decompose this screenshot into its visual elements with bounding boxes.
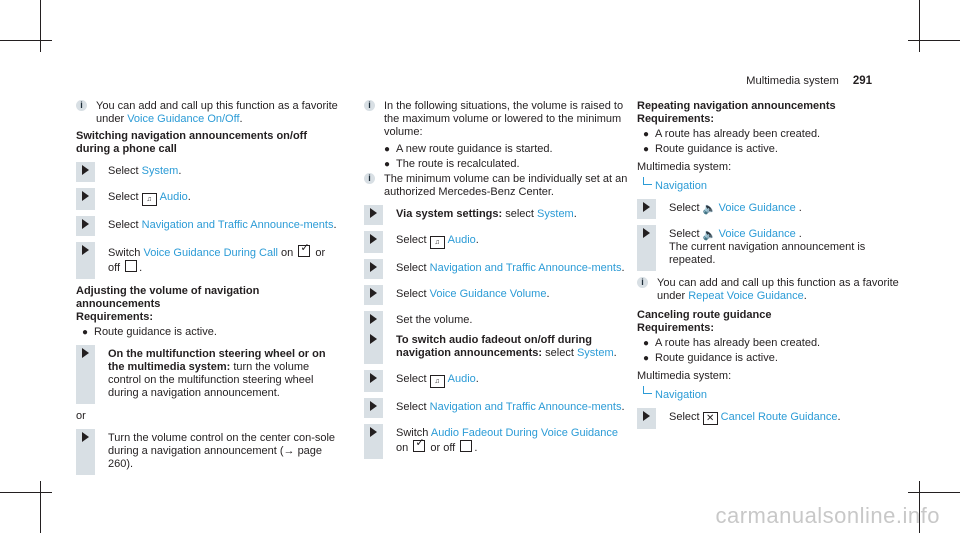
page-header xyxy=(746,75,872,87)
column-1 xyxy=(76,100,340,481)
menu-item-link[interactable]: Navigation and Traffic Announce-ments xyxy=(429,262,622,274)
instruction-step: Select 🔈 Voice Guidance . xyxy=(637,199,899,219)
step-arrow-icon xyxy=(370,208,377,218)
menu-path xyxy=(637,180,899,193)
menu-path xyxy=(637,389,899,402)
crop-mark xyxy=(40,481,41,533)
info-icon: i xyxy=(637,277,648,288)
bullet-icon: ● xyxy=(643,338,650,349)
list-item: ● A route has already been created. xyxy=(643,128,821,140)
instruction-step: Select Voice Guidance Volume. xyxy=(364,285,628,305)
multimedia-system-label: Multimedia system: xyxy=(637,370,732,382)
step-arrow-icon xyxy=(370,334,377,344)
menu-item-link[interactable]: Cancel Route Guidance xyxy=(720,411,838,423)
crop-mark xyxy=(908,40,960,41)
menu-item-link[interactable]: Audio Fadeout During Voice Guidance xyxy=(430,427,618,439)
step-arrow-icon xyxy=(643,411,650,421)
instruction-step: Select 🔈 Voice Guidance . The current navigation announcement is repeated. xyxy=(637,225,899,271)
menu-item-link[interactable]: Audio xyxy=(447,234,476,246)
step-arrow-icon xyxy=(82,191,89,201)
instruction-step: Switch Audio Fadeout During Voice Guidance on ✓ or off . xyxy=(364,424,628,459)
requirements-label: Requirements: xyxy=(76,311,154,323)
audio-icon: ♫ xyxy=(430,375,445,388)
cancel-route-icon: ✕ xyxy=(703,412,718,425)
step-arrow-icon xyxy=(370,234,377,244)
menu-path-arrow-icon xyxy=(643,386,652,394)
instruction-step: Select ♫ Audio. xyxy=(76,188,340,210)
menu-item-link[interactable]: Voice Guidance Volume xyxy=(429,288,547,300)
menu-item-link[interactable]: Voice Guidance On/Off xyxy=(127,113,240,125)
step-arrow-icon xyxy=(82,348,89,358)
multimedia-system-label: Multimedia system: xyxy=(637,161,732,173)
step-arrow-icon xyxy=(643,202,650,212)
instruction-step: Set the volume. xyxy=(364,311,628,331)
info-icon: i xyxy=(364,100,375,111)
section-heading: Repeating navigation announcements xyxy=(637,100,836,112)
column-2 xyxy=(364,100,628,465)
section-heading: Canceling route guidance xyxy=(637,309,772,321)
requirements-label: Requirements: xyxy=(637,113,715,125)
instruction-step: Turn the volume control on the center con-sole during a navigation announcement (→ page 260). xyxy=(76,429,340,475)
step-arrow-icon xyxy=(370,401,377,411)
bullet-icon: ● xyxy=(82,327,89,338)
menu-item-link[interactable]: System xyxy=(537,208,574,220)
bullet-icon: ● xyxy=(643,129,650,140)
crop-mark xyxy=(40,0,41,52)
step-arrow-icon xyxy=(370,262,377,272)
instruction-step: Select Navigation and Traffic Announce-ments. xyxy=(364,259,628,279)
menu-item-link[interactable]: Voice Guidance xyxy=(718,202,796,214)
info-note: i In the following situations, the volume is raised to the maximum volume or lowered to the minimum volume: xyxy=(364,100,628,139)
column-3 xyxy=(637,100,899,435)
instruction-step: To switch audio fadeout on/off during navigation announcements: select System. xyxy=(364,331,628,364)
crop-mark xyxy=(0,40,52,41)
info-icon: i xyxy=(364,173,375,184)
info-note: i The minimum volume can be individually set at an authorized Mercedes-Benz Center. xyxy=(364,173,628,199)
voice-guidance-icon: 🔈 xyxy=(702,203,717,215)
list-item: ● Route guidance is active. xyxy=(82,326,217,338)
instruction-step: Switch Voice Guidance During Call on ✓ or off . xyxy=(76,242,340,279)
step-arrow-icon xyxy=(370,373,377,383)
bullet-icon: ● xyxy=(643,353,650,364)
bullet-icon: ● xyxy=(384,159,391,170)
step-arrow-icon xyxy=(82,219,89,229)
page-number: 291 xyxy=(852,75,872,87)
menu-item-link[interactable]: Voice Guidance During Call xyxy=(143,247,278,259)
checkbox-checked-icon xyxy=(413,440,425,452)
requirements-label: Requirements: xyxy=(637,322,715,334)
info-note: i You can add and call up this function as a favorite under Voice Guidance On/Off. xyxy=(76,100,340,126)
step-arrow-icon xyxy=(370,288,377,298)
menu-item-link[interactable]: System xyxy=(141,165,179,177)
list-item: ● A route has already been created. xyxy=(643,337,821,349)
step-arrow-icon xyxy=(82,432,89,442)
instruction-step: Select Navigation and Traffic Announce-ments. xyxy=(364,398,628,418)
crop-mark xyxy=(919,0,920,52)
list-item: ● A new route guidance is started. xyxy=(384,143,553,155)
audio-icon: ♫ xyxy=(142,193,157,206)
menu-item-link[interactable]: Voice Guidance xyxy=(718,228,796,240)
step-arrow-icon xyxy=(370,314,377,324)
crop-mark xyxy=(908,492,960,493)
menu-item-link[interactable]: Navigation xyxy=(655,180,707,192)
menu-item-link[interactable]: Navigation xyxy=(655,389,707,401)
section-title: Multimedia system xyxy=(746,75,839,87)
info-icon: i xyxy=(76,100,87,111)
or-text: or xyxy=(76,410,86,422)
step-arrow-icon xyxy=(370,427,377,437)
instruction-step: Select ✕ Cancel Route Guidance. xyxy=(637,408,899,429)
step-arrow-icon xyxy=(82,165,89,175)
menu-item-link[interactable]: Repeat Voice Guidance xyxy=(688,290,804,302)
menu-item-link[interactable]: Navigation and Traffic Announce-ments xyxy=(141,219,334,231)
instruction-step: Select ♫ Audio. xyxy=(364,231,628,253)
step-arrow-icon xyxy=(643,228,650,238)
instruction-step: Select System. xyxy=(76,162,340,182)
checkbox-empty-icon xyxy=(125,260,137,272)
audio-icon: ♫ xyxy=(430,236,445,249)
menu-item-link[interactable]: System xyxy=(576,347,614,359)
instruction-step: Via system settings: select System. xyxy=(364,205,628,225)
voice-guidance-icon: 🔈 xyxy=(702,229,717,241)
instruction-step: Select Navigation and Traffic Announce-ments. xyxy=(76,216,340,236)
watermark: carmanualsonline.info xyxy=(715,503,940,528)
checkbox-checked-icon xyxy=(298,245,310,257)
list-item: ● Route guidance is active. xyxy=(643,143,778,155)
instruction-step: On the multifunction steering wheel or on the multimedia system: turn the volume control on the multifunction steering wheel during a navigation announcement. xyxy=(76,345,340,404)
menu-path-arrow-icon xyxy=(643,177,652,185)
step-arrow-icon xyxy=(82,245,89,255)
bullet-icon: ● xyxy=(384,144,391,155)
info-note: i You can add and call up this function as a favorite under Repeat Voice Guidance. xyxy=(637,277,899,303)
instruction-step: Select ♫ Audio. xyxy=(364,370,628,392)
section-heading: Adjusting the volume of navigation announcements xyxy=(76,285,260,310)
menu-item-link[interactable]: Navigation and Traffic Announce-ments xyxy=(429,401,622,413)
bullet-icon: ● xyxy=(643,144,650,155)
menu-item-link[interactable]: Audio xyxy=(159,191,188,203)
menu-item-link[interactable]: Audio xyxy=(447,373,476,385)
list-item: ● Route guidance is active. xyxy=(643,352,778,364)
list-item: ● The route is recalculated. xyxy=(384,158,520,170)
checkbox-empty-icon xyxy=(460,440,472,452)
section-heading: Switching navigation announcements on/off during a phone call xyxy=(76,130,308,155)
crop-mark xyxy=(0,492,52,493)
